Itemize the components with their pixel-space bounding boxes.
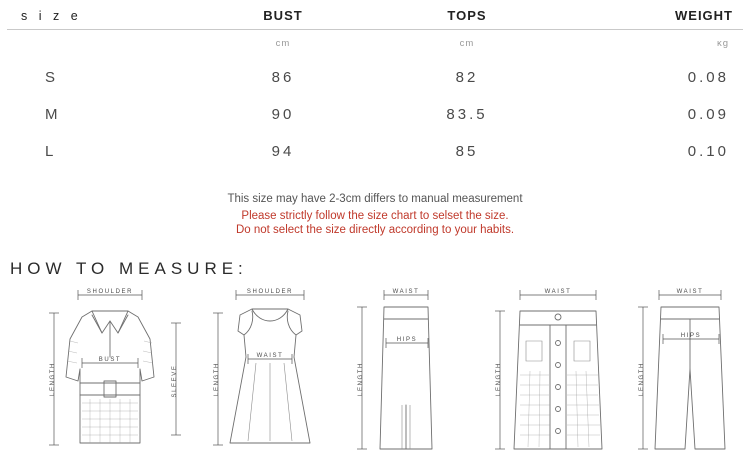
label-shoulder: SHOULDER bbox=[86, 289, 134, 295]
label-hips: HIPS bbox=[680, 333, 702, 339]
label-shoulder: SHOULDER bbox=[246, 289, 294, 295]
figure-pants bbox=[625, 285, 745, 455]
figure-jacket bbox=[30, 285, 190, 455]
label-waist: WAIST bbox=[392, 289, 420, 295]
table-row bbox=[7, 96, 743, 133]
cell-size: S bbox=[45, 69, 56, 86]
figure-skirt-long bbox=[340, 285, 460, 455]
unit-size bbox=[7, 30, 191, 60]
label-sleeve: SLEEVE bbox=[172, 364, 178, 398]
label-length: LENGTH bbox=[50, 362, 56, 396]
cell-tops: 83.5 bbox=[446, 106, 488, 123]
cell-size: L bbox=[45, 143, 54, 160]
cell-weight: 0.08 bbox=[687, 69, 729, 86]
cell-tops: 82 bbox=[455, 69, 479, 86]
size-chart-table bbox=[7, 0, 743, 170]
label-length: LENGTH bbox=[639, 362, 645, 396]
table-header-row bbox=[7, 0, 743, 30]
figure-skirt-short bbox=[470, 285, 630, 455]
unit-bust: cm bbox=[275, 38, 291, 49]
cell-bust: 94 bbox=[271, 143, 295, 160]
measurement-diagrams bbox=[0, 285, 750, 455]
how-to-measure-title: HOW TO MEASURE: bbox=[10, 259, 248, 278]
label-waist: WAIST bbox=[676, 289, 704, 295]
label-waist: WAIST bbox=[256, 353, 284, 359]
measurement-notes bbox=[0, 192, 750, 237]
unit-weight: ĸg bbox=[716, 38, 729, 49]
cell-weight: 0.10 bbox=[687, 143, 729, 160]
cell-bust: 90 bbox=[271, 106, 295, 123]
cell-size: M bbox=[45, 106, 58, 123]
column-header-bust: BUST bbox=[191, 0, 375, 30]
cell-weight: 0.09 bbox=[687, 106, 729, 123]
label-length: LENGTH bbox=[214, 362, 220, 396]
label-waist: WAIST bbox=[544, 289, 572, 295]
column-header-tops: TOPS bbox=[375, 0, 559, 30]
note-tolerance: This size may have 2-3cm differs to manual measurement bbox=[227, 193, 523, 205]
unit-tops: cm bbox=[459, 38, 475, 49]
note-follow-chart: Please strictly follow the size chart to selset the size. bbox=[241, 210, 509, 222]
column-header-weight: WEIGHT bbox=[559, 0, 743, 30]
label-hips: HIPS bbox=[396, 337, 418, 343]
label-length: LENGTH bbox=[496, 362, 502, 396]
table-row bbox=[7, 133, 743, 170]
note-not-habits: Do not select the size directly according to your habits. bbox=[235, 224, 515, 236]
figure-dress bbox=[200, 285, 340, 455]
table-unit-row bbox=[7, 30, 743, 60]
column-header-size: s i z e bbox=[7, 0, 191, 30]
table-row bbox=[7, 59, 743, 96]
label-bust: BUST bbox=[98, 357, 122, 363]
label-length: LENGTH bbox=[358, 362, 364, 396]
cell-tops: 85 bbox=[455, 143, 479, 160]
cell-bust: 86 bbox=[271, 69, 295, 86]
